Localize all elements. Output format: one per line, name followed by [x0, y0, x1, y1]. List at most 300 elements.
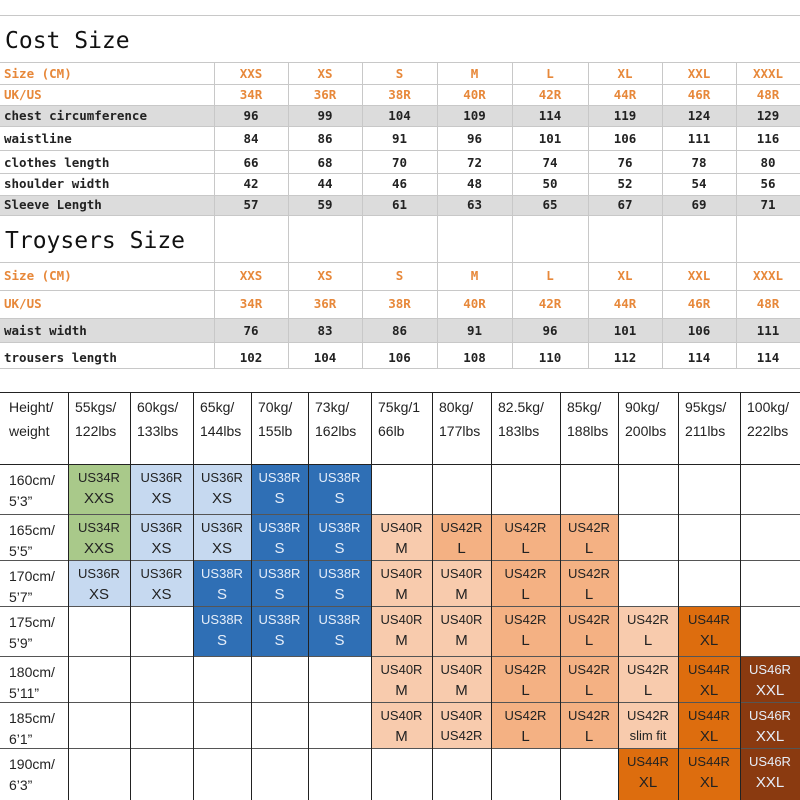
- coat-measure-row-value: 86: [317, 131, 333, 146]
- weight-header-line: 55kgs/: [75, 399, 117, 415]
- table-rule: [0, 215, 800, 216]
- letter-size-label: XS: [88, 586, 109, 603]
- size-cell: [491, 702, 560, 748]
- coat-measure-row-value: 76: [617, 155, 633, 170]
- us-size-label: US44R: [627, 754, 669, 769]
- coat-measure-row-value: 124: [687, 108, 711, 123]
- us-size-label: US46R: [749, 754, 791, 769]
- letter-size-label: XS: [151, 490, 172, 507]
- us-size-label: US38R: [258, 612, 301, 627]
- us-size-label: US42R: [504, 520, 547, 535]
- coat-size-row-value: XXXL: [752, 66, 784, 81]
- grid-column-rule: [130, 392, 131, 800]
- coat-measure-row-value: 66: [243, 155, 259, 170]
- us-size-label: US36R: [140, 566, 183, 581]
- coat-measure-row-label: clothes length: [4, 155, 110, 170]
- coat-measure-row-value: 72: [466, 155, 483, 170]
- table-column-rule: [588, 62, 589, 215]
- letter-size-label: M: [455, 586, 468, 603]
- trousers-uk-row-value: 38R: [388, 296, 411, 311]
- weight-header-line: 82.5kg/: [498, 399, 544, 415]
- letter-size-label: M: [395, 540, 408, 557]
- letter-size-label: M: [395, 586, 408, 603]
- table-rule: [0, 84, 800, 85]
- letter-size-label: XXL: [755, 682, 785, 699]
- weight-header-line: 155lb: [258, 423, 293, 439]
- weight-header-line: 70kg/: [258, 399, 293, 415]
- table-column-rule: [437, 215, 438, 368]
- table-rule: [0, 15, 800, 16]
- size-cell: [130, 514, 193, 560]
- us-size-label: US36R: [140, 520, 183, 535]
- grid-rule: [0, 392, 800, 393]
- trousers-measure-row-label: waist width: [4, 323, 87, 338]
- table-rule: [0, 262, 800, 263]
- us-size-label: US42R: [504, 662, 547, 677]
- us-size-label: US44R: [688, 612, 730, 627]
- weight-header-line: 188lbs: [567, 423, 609, 439]
- size-cell: [491, 514, 560, 560]
- size-cell: [678, 702, 740, 748]
- grid-column-rule: [68, 392, 69, 800]
- letter-size-label: US42R: [440, 728, 483, 743]
- coat-measure-row-value: 104: [388, 108, 411, 123]
- table-column-rule: [736, 62, 737, 215]
- trousers-measure-row-value: 110: [538, 350, 562, 365]
- coat-uk-row-value: 44R: [613, 87, 637, 102]
- weight-header-line: 80kg/: [439, 399, 474, 415]
- letter-size-label: L: [584, 540, 594, 557]
- size-cell: [678, 656, 740, 702]
- us-size-label: US42R: [568, 612, 610, 627]
- trousers-measure-row-value: 112: [613, 350, 637, 365]
- trousers-uk-row-value: 42R: [538, 296, 562, 311]
- us-size-label: US38R: [318, 566, 361, 581]
- height-header-line: 5’11”: [9, 685, 40, 701]
- trousers-measure-row-value: 102: [239, 350, 263, 365]
- coat-measure-row-value: 46: [391, 176, 408, 191]
- trousers-measure-row-value: 91: [466, 323, 483, 338]
- weight-header-line: 85kg/: [567, 399, 602, 415]
- table-rule: [0, 342, 800, 343]
- us-size-label: US36R: [140, 470, 183, 485]
- size-cell: [740, 702, 800, 748]
- trousers-uk-row-value: 36R: [313, 296, 337, 311]
- weight-header-line: 75kg/1: [378, 399, 421, 415]
- weight-header-line: 60kgs/: [137, 399, 179, 415]
- weight-header-line: 133lbs: [137, 423, 179, 439]
- letter-size-label: L: [584, 728, 594, 745]
- letter-size-label: S: [274, 540, 285, 557]
- trousers-size-row-value: XXS: [239, 268, 263, 283]
- grid-rule: [0, 748, 800, 749]
- trousers-measure-row-value: 86: [391, 323, 408, 338]
- grid-column-rule: [560, 392, 561, 800]
- letter-size-label: M: [395, 632, 408, 649]
- us-size-label: US42R: [504, 566, 547, 581]
- height-header-line: 5’3”: [9, 493, 33, 509]
- us-size-label: US38R: [318, 612, 361, 627]
- us-size-label: US44R: [688, 708, 730, 723]
- coat-measure-row-value: 48: [466, 176, 483, 191]
- size-cell: [193, 464, 251, 514]
- grid-rule: [0, 560, 800, 561]
- coat-measure-row-value: 70: [391, 155, 408, 170]
- size-cell: [618, 656, 678, 702]
- height-header-line: 190cm/: [9, 756, 55, 772]
- letter-size-label: L: [521, 682, 530, 699]
- letter-size-label: M: [395, 728, 408, 745]
- height-header-line: 180cm/: [9, 664, 55, 680]
- coat-measure-row-value: 129: [756, 108, 780, 123]
- size-cell: [308, 606, 371, 656]
- coat-measure-row-value: 56: [760, 176, 776, 191]
- trousers-measure-row-value: 106: [388, 350, 411, 365]
- size-cell: [491, 606, 560, 656]
- size-cell: [308, 560, 371, 606]
- coat-size-row-value: M: [470, 66, 479, 81]
- us-size-label: US40R: [440, 662, 483, 677]
- us-size-label: US42R: [568, 662, 610, 677]
- height-header-line: 185cm/: [9, 710, 55, 726]
- coat-measure-row-value: 109: [463, 108, 486, 123]
- size-cell: [68, 514, 130, 560]
- coat-measure-row-value: 78: [691, 155, 707, 170]
- us-size-label: US34R: [78, 470, 120, 485]
- letter-size-label: L: [584, 682, 594, 699]
- coat-measure-row-label: chest circumference: [4, 108, 147, 123]
- us-size-label: US38R: [258, 470, 301, 485]
- coat-measure-row-value: 61: [391, 197, 408, 212]
- corner-header-line: weight: [9, 423, 50, 439]
- weight-header-line: 66lb: [378, 423, 405, 439]
- weight-header-line: 73kg/: [315, 399, 350, 415]
- coat-measure-row-value: 101: [538, 131, 562, 146]
- us-size-label: US44R: [688, 662, 730, 677]
- weight-header-line: 90kg/: [625, 399, 660, 415]
- size-cell: [432, 606, 491, 656]
- height-header-line: 165cm/: [9, 522, 55, 538]
- size-cell: [432, 702, 491, 748]
- grid-column-rule: [308, 392, 309, 800]
- grid-column-rule: [618, 392, 619, 800]
- letter-size-label: S: [274, 632, 285, 649]
- coat-measure-row-value: 69: [691, 197, 707, 212]
- weight-header-line: 122lbs: [75, 423, 117, 439]
- us-size-label: US42R: [627, 612, 669, 627]
- coat-uk-row-value: 36R: [313, 87, 337, 102]
- size-cell: [491, 560, 560, 606]
- coat-size-row-value: L: [546, 66, 554, 81]
- coat-uk-row-value: 34R: [239, 87, 263, 102]
- letter-size-label: XL: [699, 632, 719, 649]
- trousers-measure-row-value: 111: [756, 323, 780, 338]
- letter-size-label: XS: [151, 586, 172, 603]
- table-column-rule: [662, 215, 663, 368]
- coat-measure-row-value: 119: [613, 108, 637, 123]
- height-weight-grid: [0, 392, 800, 800]
- us-size-label: US40R: [380, 520, 423, 535]
- grid-column-rule: [432, 392, 433, 800]
- us-size-label: US40R: [380, 708, 423, 723]
- letter-size-label: L: [521, 728, 530, 745]
- weight-header-line: 183lbs: [498, 423, 540, 439]
- size-cell: [618, 748, 678, 800]
- coat-measure-row-value: 91: [391, 131, 408, 146]
- us-size-label: US38R: [258, 520, 301, 535]
- letter-size-label: XS: [151, 540, 172, 557]
- coat-size-row-value: S: [395, 66, 404, 81]
- size-cell: [560, 702, 618, 748]
- us-size-label: US38R: [258, 566, 301, 581]
- letter-size-label: XL: [638, 774, 658, 791]
- coat-measure-row-value: 59: [317, 197, 333, 212]
- us-size-label: US46R: [749, 662, 791, 677]
- grid-column-rule: [251, 392, 252, 800]
- coat-measure-row-value: 96: [466, 131, 483, 146]
- coat-measure-row-value: 63: [466, 197, 483, 212]
- coat-measure-row-value: 99: [317, 108, 333, 123]
- coat-measure-row-label: Sleeve Length: [4, 197, 102, 212]
- letter-size-label: L: [643, 682, 653, 699]
- letter-size-label: S: [216, 632, 227, 649]
- trousers-size-title: Troysers Size: [5, 228, 186, 254]
- letter-size-label: S: [334, 540, 345, 557]
- coat-measure-row-value: 68: [317, 155, 333, 170]
- coat-measure-row-value: 42: [243, 176, 259, 191]
- height-header-line: 160cm/: [9, 472, 55, 488]
- coat-size-title: Cost Size: [5, 28, 130, 54]
- height-header-line: 5’7”: [9, 589, 33, 605]
- us-size-label: US36R: [201, 520, 243, 535]
- coat-measure-row-value: 71: [760, 197, 776, 212]
- us-size-label: US36R: [201, 470, 243, 485]
- trousers-size-row-value: XL: [617, 268, 633, 283]
- letter-size-label: L: [457, 540, 466, 557]
- trousers-size-row-label: Size (CM): [4, 268, 72, 283]
- table-rule: [0, 62, 800, 63]
- coat-size-row-label: Size (CM): [4, 66, 72, 81]
- letter-size-label: XXL: [755, 728, 785, 745]
- table-column-rule: [437, 62, 438, 215]
- us-size-label: US40R: [380, 612, 423, 627]
- size-cell: [560, 656, 618, 702]
- size-cell: [68, 560, 130, 606]
- letter-size-label: XS: [211, 490, 232, 507]
- coat-measure-row-value: 116: [756, 131, 780, 146]
- height-header-line: 170cm/: [9, 568, 55, 584]
- letter-size-label: S: [216, 586, 227, 603]
- trousers-measure-row-value: 101: [613, 323, 637, 338]
- letter-size-label: XL: [699, 728, 719, 745]
- us-size-label: US38R: [201, 566, 243, 581]
- weight-header-line: 100kg/: [747, 399, 790, 415]
- table-column-rule: [588, 215, 589, 368]
- size-cell: [193, 606, 251, 656]
- coat-measure-row-label: waistline: [4, 131, 72, 146]
- us-size-label: US42R: [568, 520, 610, 535]
- height-header-line: 175cm/: [9, 614, 55, 630]
- table-rule: [0, 318, 800, 319]
- us-size-label: US44R: [688, 754, 730, 769]
- size-cell: [491, 656, 560, 702]
- size-cell: [371, 560, 432, 606]
- trousers-measure-row-value: 114: [687, 350, 711, 365]
- weight-header-line: 65kg/: [200, 399, 235, 415]
- size-cell: [130, 560, 193, 606]
- size-cell: [251, 560, 308, 606]
- table-column-rule: [288, 215, 289, 368]
- grid-column-rule: [740, 392, 741, 800]
- trousers-size-row-value: XXXL: [752, 268, 784, 283]
- weight-header-line: 211lbs: [685, 423, 726, 439]
- table-rule: [0, 150, 800, 151]
- coat-measure-row-value: 74: [542, 155, 558, 170]
- letter-size-label: L: [643, 632, 653, 649]
- size-cell: [678, 606, 740, 656]
- size-cell: [308, 514, 371, 560]
- weight-header-line: 200lbs: [625, 423, 667, 439]
- us-size-label: US42R: [504, 612, 547, 627]
- letter-size-label: M: [395, 682, 408, 699]
- size-cell: [68, 464, 130, 514]
- us-size-label: US40R: [380, 566, 423, 581]
- height-header-line: 6’1”: [9, 731, 33, 747]
- grid-column-rule: [678, 392, 679, 800]
- trousers-uk-row-label: UK/US: [4, 296, 42, 311]
- coat-measure-row-value: 114: [538, 108, 562, 123]
- size-cell: [432, 560, 491, 606]
- size-cell: [371, 702, 432, 748]
- grid-rule: [0, 702, 800, 703]
- grid-rule: [0, 514, 800, 515]
- coat-uk-row-label: UK/US: [4, 87, 42, 102]
- coat-uk-row-value: 42R: [538, 87, 562, 102]
- grid-column-rule: [491, 392, 492, 800]
- table-column-rule: [214, 215, 215, 368]
- coat-measure-row-value: 96: [243, 108, 259, 123]
- trousers-uk-row-value: 34R: [239, 296, 263, 311]
- us-size-label: US42R: [627, 708, 669, 723]
- weight-header-line: 222lbs: [747, 423, 789, 439]
- size-cell: [251, 514, 308, 560]
- coat-size-row-value: XXS: [239, 66, 263, 81]
- trousers-measure-row-value: 106: [687, 323, 711, 338]
- coat-measure-row-value: 50: [542, 176, 558, 191]
- size-cell: [618, 702, 678, 748]
- corner-header-line: Height/: [9, 399, 54, 415]
- trousers-measure-row-value: 114: [756, 350, 780, 365]
- table-rule: [0, 105, 800, 106]
- letter-size-label: XXS: [83, 540, 114, 557]
- letter-size-label: XS: [211, 540, 232, 557]
- weight-header-line: 144lbs: [200, 423, 242, 439]
- us-size-label: US42R: [627, 662, 669, 677]
- coat-size-row-value: XS: [317, 66, 333, 81]
- size-cell: [740, 748, 800, 800]
- us-size-label: US46R: [749, 708, 791, 723]
- height-header-line: 6’3”: [9, 777, 33, 793]
- trousers-size-row-value: XS: [317, 268, 333, 283]
- coat-measure-row-value: 54: [691, 176, 707, 191]
- us-size-label: US42R: [440, 520, 483, 535]
- coat-measure-row-value: 44: [317, 176, 333, 191]
- letter-size-label: L: [521, 540, 530, 557]
- weight-header-line: 162lbs: [315, 423, 357, 439]
- coat-measure-row-label: shoulder width: [4, 176, 110, 191]
- letter-size-label: L: [521, 632, 530, 649]
- trousers-measure-row-value: 76: [243, 323, 259, 338]
- trousers-size-row-value: L: [546, 268, 554, 283]
- size-cell: [560, 514, 618, 560]
- grid-column-rule: [193, 392, 194, 800]
- letter-size-label: XXS: [83, 490, 114, 507]
- table-rule: [0, 195, 800, 196]
- size-cell: [432, 656, 491, 702]
- trousers-size-row-value: S: [395, 268, 404, 283]
- table-rule: [0, 173, 800, 174]
- us-size-label: US42R: [504, 708, 547, 723]
- height-header-line: 5’5”: [9, 543, 33, 559]
- letter-size-label: S: [334, 632, 345, 649]
- us-size-label: US40R: [380, 662, 423, 677]
- letter-size-label: S: [274, 490, 285, 507]
- letter-size-label: slim fit: [629, 728, 667, 743]
- letter-size-label: L: [584, 632, 594, 649]
- trousers-size-row-value: XXL: [687, 268, 711, 283]
- trousers-uk-row-value: 46R: [687, 296, 711, 311]
- table-column-rule: [214, 62, 215, 215]
- letter-size-label: XXL: [755, 774, 785, 791]
- size-cell: [560, 560, 618, 606]
- coat-measure-row-value: 106: [613, 131, 637, 146]
- table-rule: [0, 126, 800, 127]
- coat-uk-row-value: 46R: [687, 87, 711, 102]
- coat-measure-row-value: 57: [243, 197, 259, 212]
- us-size-label: US40R: [440, 566, 483, 581]
- coat-measure-row-value: 111: [687, 131, 711, 146]
- letter-size-label: S: [334, 490, 345, 507]
- coat-size-row-value: XL: [617, 66, 633, 81]
- grid-rule: [0, 464, 800, 465]
- size-cell: [371, 606, 432, 656]
- trousers-size-row-value: M: [470, 268, 479, 283]
- us-size-label: US38R: [318, 470, 361, 485]
- weight-header-line: 95kgs/: [685, 399, 727, 415]
- trousers-measure-row-value: 108: [463, 350, 486, 365]
- letter-size-label: M: [455, 632, 468, 649]
- trousers-measure-row-label: trousers length: [4, 350, 117, 365]
- trousers-measure-row-value: 96: [542, 323, 558, 338]
- trousers-uk-row-value: 44R: [613, 296, 637, 311]
- letter-size-label: S: [334, 586, 345, 603]
- size-cell: [193, 560, 251, 606]
- table-column-rule: [662, 62, 663, 215]
- grid-rule: [0, 656, 800, 657]
- size-cell: [740, 656, 800, 702]
- table-column-rule: [288, 62, 289, 215]
- letter-size-label: XL: [699, 682, 719, 699]
- size-cell: [678, 748, 740, 800]
- weight-header-line: 177lbs: [439, 423, 481, 439]
- height-header-line: 5’9”: [9, 635, 33, 651]
- letter-size-label: M: [455, 682, 468, 699]
- size-cell: [251, 464, 308, 514]
- table-rule: [0, 368, 800, 369]
- size-cell: [308, 464, 371, 514]
- table-column-rule: [512, 62, 513, 215]
- trousers-measure-row-value: 104: [313, 350, 337, 365]
